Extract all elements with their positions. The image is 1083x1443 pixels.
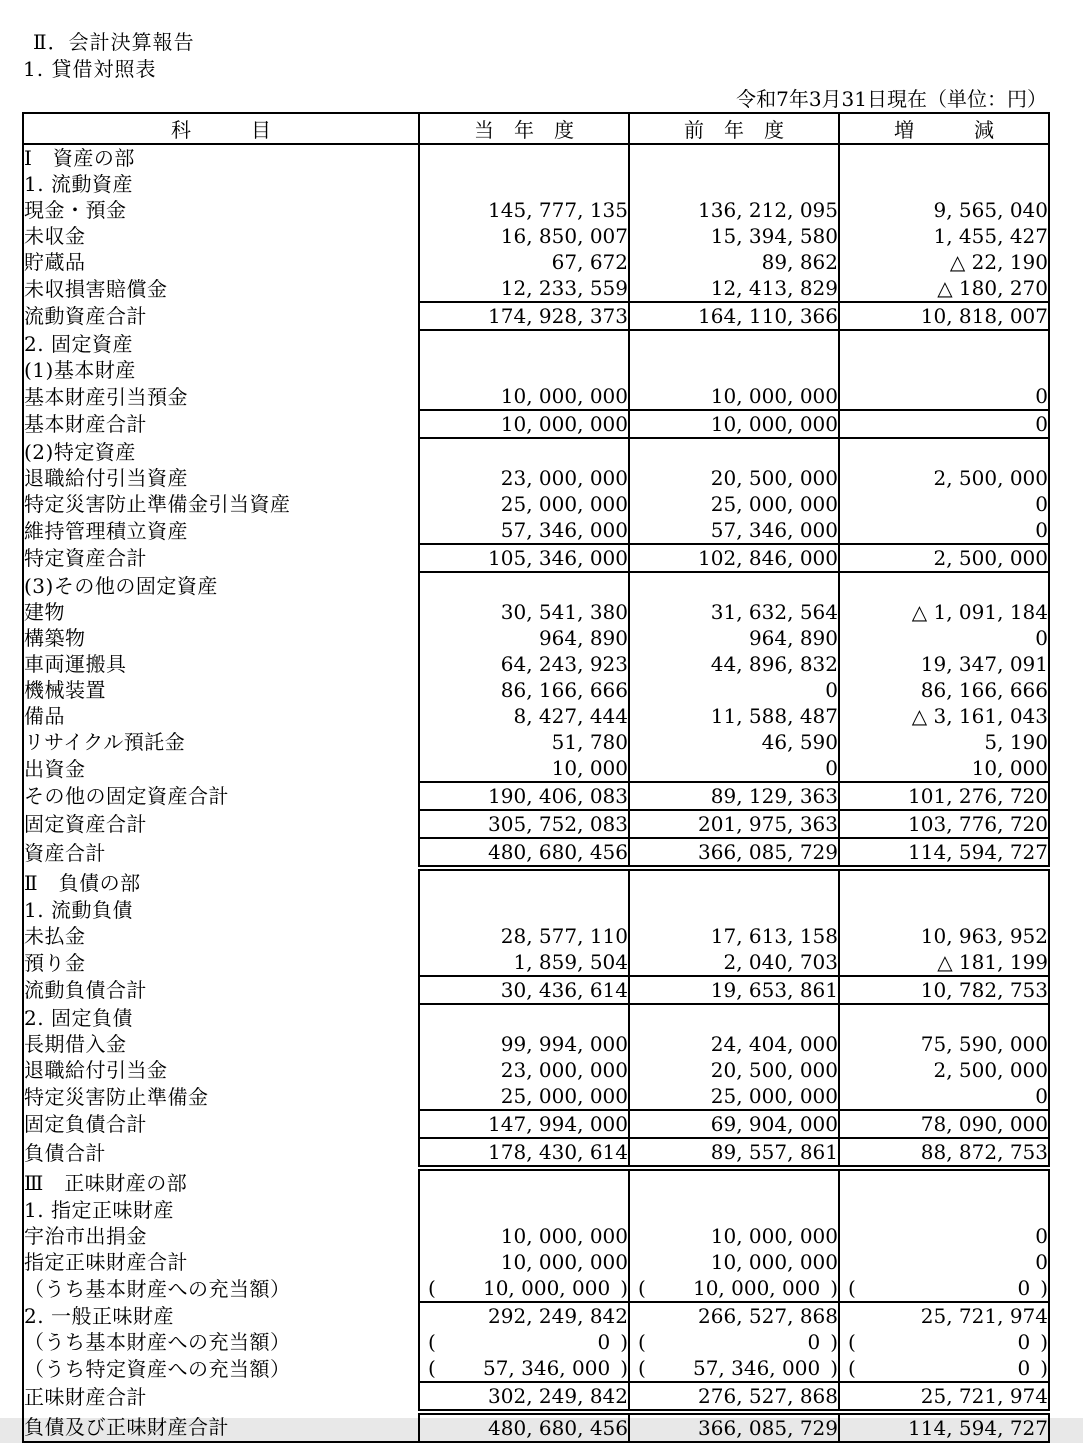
- row-label: 流動負債合計: [24, 978, 147, 1002]
- table-row: [23, 1329, 1049, 1355]
- amount-cell: [839, 572, 1049, 599]
- row-label: 建物: [24, 600, 65, 624]
- amount-cell: 10, 000, 000: [629, 1249, 839, 1275]
- column-header-previous-year: 前 年 度: [629, 113, 839, 144]
- amount-cell: 12, 233, 559: [419, 275, 629, 302]
- row-label: 構築物: [24, 626, 86, 650]
- amount-cell: [839, 330, 1049, 357]
- column-header-change: 増 減: [839, 113, 1049, 144]
- table-row: [23, 1412, 1049, 1442]
- paren-open: (: [428, 1276, 436, 1300]
- row-label: 2. 一般正味財産: [24, 1303, 174, 1328]
- amount-cell: 1, 859, 504: [419, 949, 629, 976]
- amount-value: 10, 000, 000 ): [692, 1276, 838, 1300]
- amount-cell: [419, 171, 629, 197]
- row-label: 基本財産引当預金: [24, 384, 188, 409]
- table-row: [23, 976, 1049, 1004]
- amount-cell: 164, 110, 366: [629, 302, 839, 330]
- amount-cell: [419, 1355, 629, 1382]
- amount-cell: 25, 721, 974: [839, 1382, 1049, 1412]
- amount-cell: 30, 541, 380: [419, 599, 629, 625]
- amount-cell: [419, 1004, 629, 1031]
- table-row: [23, 572, 1049, 599]
- row-label: （うち基本財産への充当額）: [24, 1330, 291, 1354]
- amount-cell: 23, 000, 000: [419, 465, 629, 491]
- amount-cell: 0: [629, 755, 839, 782]
- row-label: 負債及び正味財産合計: [24, 1414, 229, 1439]
- row-label: 宇治市出捐金: [24, 1224, 147, 1248]
- row-label: 固定負債合計: [24, 1112, 147, 1136]
- row-label: 維持管理積立資産: [24, 518, 188, 543]
- table-row: [23, 625, 1049, 651]
- amount-cell: 10, 818, 007: [839, 302, 1049, 330]
- row-label: 特定資産合計: [24, 546, 147, 570]
- amount-cell: △ 22, 190: [839, 249, 1049, 275]
- amount-cell: [629, 1168, 839, 1197]
- amount-cell: 86, 166, 666: [839, 677, 1049, 703]
- amount-cell: [629, 1004, 839, 1031]
- row-label: 現金・預金: [24, 198, 127, 222]
- table-row: [23, 465, 1049, 491]
- amount-cell: △ 1, 091, 184: [839, 599, 1049, 625]
- table-row: [23, 1004, 1049, 1031]
- amount-cell: 10, 000, 000: [629, 1223, 839, 1249]
- table-row: [23, 923, 1049, 949]
- amount-value: 57, 346, 000 ): [692, 1356, 838, 1380]
- table-row: [23, 599, 1049, 625]
- amount-cell: 57, 346, 000: [629, 517, 839, 544]
- amount-cell: [839, 868, 1049, 897]
- amount-cell: [629, 1329, 839, 1355]
- amount-cell: 10, 000, 000: [419, 1223, 629, 1249]
- amount-cell: 28, 577, 110: [419, 923, 629, 949]
- amount-cell: 25, 000, 000: [419, 491, 629, 517]
- amount-cell: 102, 846, 000: [629, 544, 839, 572]
- table-row: [23, 838, 1049, 868]
- table-row: [23, 677, 1049, 703]
- row-label: 1. 流動資産: [24, 172, 133, 196]
- amount-cell: 0: [839, 1249, 1049, 1275]
- table-row: [23, 1223, 1049, 1249]
- row-label: Ⅲ 正味財産の部: [24, 1170, 188, 1195]
- amount-value: 0 ): [1017, 1356, 1048, 1380]
- amount-cell: 12, 413, 829: [629, 275, 839, 302]
- amount-cell: 89, 862: [629, 249, 839, 275]
- amount-cell: [839, 438, 1049, 465]
- amount-cell: 366, 085, 729: [629, 838, 839, 868]
- amount-cell: 78, 090, 000: [839, 1110, 1049, 1138]
- amount-cell: 20, 500, 000: [629, 465, 839, 491]
- row-label: 退職給付引当金: [24, 1058, 168, 1082]
- amount-cell: [419, 897, 629, 923]
- amount-cell: [419, 572, 629, 599]
- amount-cell: 0: [839, 410, 1049, 438]
- row-label: リサイクル預託金: [24, 730, 186, 754]
- amount-cell: 136, 212, 095: [629, 197, 839, 223]
- amount-cell: 9, 565, 040: [839, 197, 1049, 223]
- row-label: 基本財産合計: [24, 412, 147, 436]
- as-of-date-and-unit-note: 令和7年3月31日現在（単位：円）: [736, 87, 1047, 111]
- amount-cell: 5, 190: [839, 729, 1049, 755]
- table-row: [23, 949, 1049, 976]
- paren-open: (: [638, 1356, 646, 1380]
- table-row: [23, 330, 1049, 357]
- table-row: [23, 1249, 1049, 1275]
- amount-cell: 10, 782, 753: [839, 976, 1049, 1004]
- row-label: （うち基本財産への充当額）: [24, 1276, 291, 1301]
- amount-cell: [839, 1329, 1049, 1355]
- amount-cell: [839, 1168, 1049, 1197]
- amount-value: 10, 000, 000 ): [482, 1276, 628, 1300]
- amount-cell: 302, 249, 842: [419, 1382, 629, 1412]
- row-label: 流動資産合計: [24, 304, 147, 328]
- amount-cell: [839, 357, 1049, 383]
- row-label: 預り金: [24, 950, 86, 975]
- amount-cell: 964, 890: [629, 625, 839, 651]
- amount-cell: [419, 1197, 629, 1223]
- table-header-row: [23, 113, 1049, 144]
- amount-cell: 101, 276, 720: [839, 782, 1049, 810]
- amount-cell: 67, 672: [419, 249, 629, 275]
- amount-cell: 105, 346, 000: [419, 544, 629, 572]
- row-label: (1)基本財産: [24, 358, 136, 382]
- amount-cell: 10, 000, 000: [629, 410, 839, 438]
- row-label: Ⅰ 資産の部: [24, 146, 135, 170]
- row-label: 未払金: [24, 924, 86, 948]
- amount-cell: 25, 721, 974: [839, 1302, 1049, 1329]
- row-label: 未収損害賠償金: [24, 276, 168, 301]
- balance-sheet-table: [22, 112, 1050, 1443]
- amount-cell: [629, 897, 839, 923]
- table-row: [23, 782, 1049, 810]
- table-row: [23, 223, 1049, 249]
- amount-cell: 44, 896, 832: [629, 651, 839, 677]
- row-label: 長期借入金: [24, 1032, 127, 1056]
- amount-cell: [629, 144, 839, 171]
- amount-cell: [629, 572, 839, 599]
- row-label: 出資金: [24, 756, 86, 781]
- table-row: [23, 1031, 1049, 1057]
- amount-cell: 366, 085, 729: [629, 1412, 839, 1442]
- amount-cell: 2, 500, 000: [839, 544, 1049, 572]
- amount-cell: 10, 000: [839, 755, 1049, 782]
- table-row: [23, 1355, 1049, 1382]
- row-label: 1. 指定正味財産: [24, 1198, 174, 1222]
- row-label: 未収金: [24, 224, 86, 248]
- report-section-title: Ⅱ．会計決算報告: [33, 30, 195, 54]
- amount-cell: 69, 904, 000: [629, 1110, 839, 1138]
- amount-cell: [629, 868, 839, 897]
- amount-cell: 0: [839, 625, 1049, 651]
- amount-cell: 25, 000, 000: [419, 1083, 629, 1110]
- amount-cell: [629, 438, 839, 465]
- amount-cell: 10, 000: [419, 755, 629, 782]
- amount-cell: 0: [839, 517, 1049, 544]
- amount-cell: 15, 394, 580: [629, 223, 839, 249]
- amount-cell: 17, 613, 158: [629, 923, 839, 949]
- amount-cell: 23, 000, 000: [419, 1057, 629, 1083]
- table-row: [23, 197, 1049, 223]
- amount-cell: 147, 994, 000: [419, 1110, 629, 1138]
- amount-cell: 88, 872, 753: [839, 1138, 1049, 1168]
- amount-value: 0 ): [1017, 1276, 1048, 1300]
- table-row: [23, 275, 1049, 302]
- paren-open: (: [638, 1276, 646, 1300]
- row-label: Ⅱ 負債の部: [24, 870, 141, 895]
- amount-cell: 114, 594, 727: [839, 838, 1049, 868]
- amount-value: 0 ): [1017, 1330, 1048, 1354]
- amount-cell: 292, 249, 842: [419, 1302, 629, 1329]
- amount-cell: [839, 1275, 1049, 1302]
- amount-cell: 10, 963, 952: [839, 923, 1049, 949]
- row-label: 特定災害防止準備金引当資産: [24, 492, 291, 516]
- amount-cell: 46, 590: [629, 729, 839, 755]
- amount-cell: 480, 680, 456: [419, 1412, 629, 1442]
- amount-cell: [419, 1168, 629, 1197]
- document-title: 1. 貸借対照表: [23, 57, 157, 81]
- row-label: 車両運搬具: [24, 652, 127, 676]
- amount-cell: [419, 438, 629, 465]
- amount-cell: 964, 890: [419, 625, 629, 651]
- amount-cell: [629, 1275, 839, 1302]
- amount-cell: 145, 777, 135: [419, 197, 629, 223]
- amount-cell: 1, 455, 427: [839, 223, 1049, 249]
- row-label: 指定正味財産合計: [24, 1250, 188, 1274]
- amount-cell: 10, 000, 000: [419, 1249, 629, 1275]
- amount-cell: 10, 000, 000: [419, 383, 629, 410]
- table-row: [23, 651, 1049, 677]
- row-label: (2)特定資産: [24, 439, 136, 464]
- table-row: [23, 491, 1049, 517]
- paren-open: (: [428, 1356, 436, 1380]
- amount-cell: 10, 000, 000: [419, 410, 629, 438]
- amount-cell: 10, 000, 000: [629, 383, 839, 410]
- table-row: [23, 302, 1049, 330]
- amount-cell: [419, 144, 629, 171]
- amount-cell: 201, 975, 363: [629, 810, 839, 838]
- amount-cell: 64, 243, 923: [419, 651, 629, 677]
- row-label: 1. 流動負債: [24, 898, 133, 922]
- amount-cell: 89, 129, 363: [629, 782, 839, 810]
- table-row: [23, 144, 1049, 171]
- amount-cell: 103, 776, 720: [839, 810, 1049, 838]
- amount-cell: 178, 430, 614: [419, 1138, 629, 1168]
- row-label: 貯蔵品: [24, 250, 86, 274]
- table-row: [23, 410, 1049, 438]
- column-header-current-year: 当 年 度: [419, 113, 629, 144]
- table-row: [23, 1197, 1049, 1223]
- table-row: [23, 1110, 1049, 1138]
- paren-open: (: [848, 1356, 856, 1380]
- table-row: [23, 357, 1049, 383]
- paren-open: (: [638, 1330, 646, 1354]
- amount-cell: 8, 427, 444: [419, 703, 629, 729]
- table-row: [23, 868, 1049, 897]
- row-label: (3)その他の固定資産: [24, 573, 218, 598]
- amount-cell: [419, 1329, 629, 1355]
- column-header-subject: 科 目: [23, 113, 419, 144]
- table-row: [23, 438, 1049, 465]
- amount-value: 0 ): [597, 1330, 628, 1354]
- amount-cell: [839, 1004, 1049, 1031]
- row-label: その他の固定資産合計: [24, 784, 229, 808]
- table-row: [23, 897, 1049, 923]
- row-label: 2. 固定負債: [24, 1005, 133, 1030]
- amount-cell: 24, 404, 000: [629, 1031, 839, 1057]
- amount-cell: [839, 1197, 1049, 1223]
- table-row: [23, 703, 1049, 729]
- amount-cell: [839, 171, 1049, 197]
- row-label: 資産合計: [24, 841, 106, 865]
- table-row: [23, 1057, 1049, 1083]
- amount-cell: 2, 040, 703: [629, 949, 839, 976]
- amount-cell: [629, 1355, 839, 1382]
- amount-cell: 51, 780: [419, 729, 629, 755]
- paren-open: (: [848, 1276, 856, 1300]
- amount-cell: 0: [839, 491, 1049, 517]
- amount-cell: △ 181, 199: [839, 949, 1049, 976]
- table-row: [23, 1083, 1049, 1110]
- amount-cell: 0: [839, 383, 1049, 410]
- amount-cell: 2, 500, 000: [839, 465, 1049, 491]
- amount-cell: 2, 500, 000: [839, 1057, 1049, 1083]
- amount-cell: 276, 527, 868: [629, 1382, 839, 1412]
- amount-cell: 25, 000, 000: [629, 491, 839, 517]
- amount-cell: 20, 500, 000: [629, 1057, 839, 1083]
- amount-cell: 25, 000, 000: [629, 1083, 839, 1110]
- row-label: 退職給付引当資産: [24, 466, 188, 490]
- row-label: 2. 固定資産: [24, 331, 133, 356]
- table-row: [23, 383, 1049, 410]
- amount-cell: [629, 171, 839, 197]
- amount-cell: 114, 594, 727: [839, 1412, 1049, 1442]
- amount-value: 0 ): [807, 1330, 838, 1354]
- table-row: [23, 517, 1049, 544]
- amount-cell: [419, 330, 629, 357]
- amount-cell: 0: [839, 1083, 1049, 1110]
- amount-cell: 19, 653, 861: [629, 976, 839, 1004]
- amount-cell: 75, 590, 000: [839, 1031, 1049, 1057]
- table-row: [23, 1138, 1049, 1168]
- row-label: 正味財産合計: [24, 1385, 147, 1409]
- row-label: 固定資産合計: [24, 812, 147, 836]
- amount-cell: 266, 527, 868: [629, 1302, 839, 1329]
- amount-cell: 305, 752, 083: [419, 810, 629, 838]
- amount-cell: △ 180, 270: [839, 275, 1049, 302]
- amount-cell: [419, 868, 629, 897]
- table-row: [23, 755, 1049, 782]
- amount-cell: △ 3, 161, 043: [839, 703, 1049, 729]
- amount-cell: 0: [629, 677, 839, 703]
- amount-cell: 31, 632, 564: [629, 599, 839, 625]
- amount-cell: [839, 897, 1049, 923]
- table-row: [23, 810, 1049, 838]
- amount-cell: 86, 166, 666: [419, 677, 629, 703]
- paren-open: (: [848, 1330, 856, 1354]
- table-row: [23, 1168, 1049, 1197]
- row-label: 備品: [24, 704, 65, 728]
- amount-cell: [419, 357, 629, 383]
- row-label: 機械装置: [24, 678, 106, 702]
- table-row: [23, 544, 1049, 572]
- row-label: 負債合計: [24, 1141, 106, 1165]
- amount-cell: [839, 1355, 1049, 1382]
- amount-cell: 16, 850, 007: [419, 223, 629, 249]
- amount-cell: 89, 557, 861: [629, 1138, 839, 1168]
- amount-cell: [629, 330, 839, 357]
- amount-cell: [419, 1275, 629, 1302]
- row-label: 特定災害防止準備金: [24, 1084, 209, 1109]
- amount-cell: 480, 680, 456: [419, 838, 629, 868]
- table-row: [23, 249, 1049, 275]
- amount-cell: [839, 144, 1049, 171]
- amount-cell: 99, 994, 000: [419, 1031, 629, 1057]
- amount-cell: 19, 347, 091: [839, 651, 1049, 677]
- amount-value: 57, 346, 000 ): [482, 1356, 628, 1380]
- table-row: [23, 1302, 1049, 1329]
- table-row: [23, 1275, 1049, 1302]
- table-row: [23, 729, 1049, 755]
- amount-cell: 57, 346, 000: [419, 517, 629, 544]
- table-row: [23, 1382, 1049, 1412]
- amount-cell: 0: [839, 1223, 1049, 1249]
- amount-cell: 11, 588, 487: [629, 703, 839, 729]
- amount-cell: [629, 1197, 839, 1223]
- amount-cell: 190, 406, 083: [419, 782, 629, 810]
- table-row: [23, 171, 1049, 197]
- amount-cell: 174, 928, 373: [419, 302, 629, 330]
- row-label: （うち特定資産への充当額）: [24, 1356, 291, 1381]
- amount-cell: 30, 436, 614: [419, 976, 629, 1004]
- paren-open: (: [428, 1330, 436, 1354]
- amount-cell: [629, 357, 839, 383]
